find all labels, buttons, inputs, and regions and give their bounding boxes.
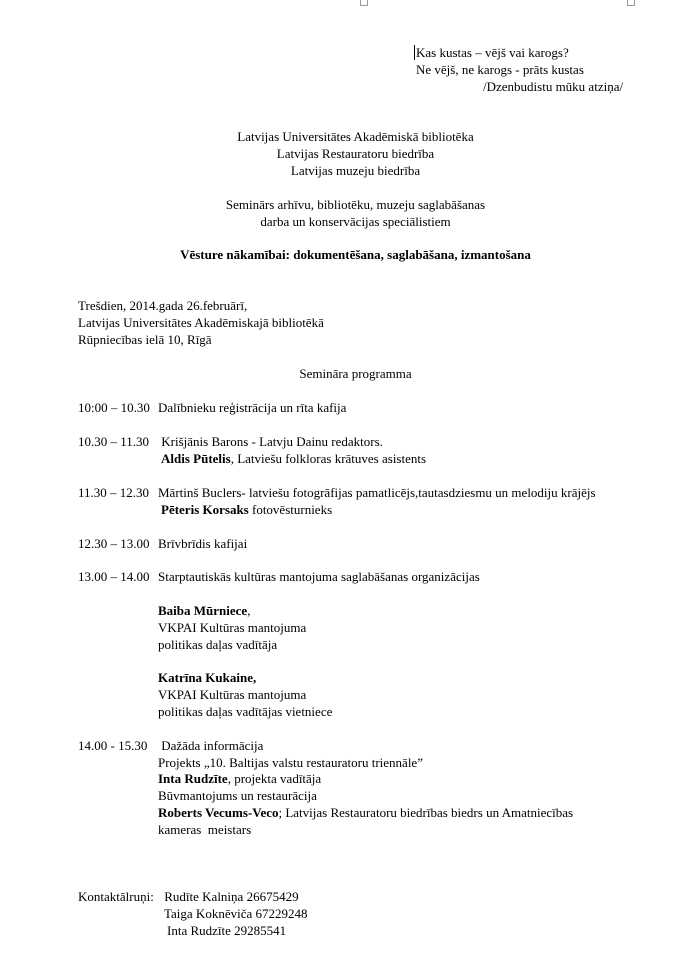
- event-date: Trešdien, 2014.gada 26.februārī,: [78, 298, 248, 313]
- speaker-name-suffix: ,: [247, 603, 251, 618]
- text-box-resize-handle[interactable]: [360, 0, 368, 6]
- session-speaker-line: [161, 501, 332, 518]
- contact-entry: Rudīte Kalniņa 26675429: [161, 889, 299, 904]
- organizer-name: Latvijas Universitātes Akadēmiskā bibliotēka: [237, 129, 474, 144]
- speaker-name: Inta Rudzīte: [158, 771, 228, 786]
- organizer-name: Latvijas Restauratoru biedrība: [276, 146, 435, 161]
- speaker-role-continued: kameras meistars: [158, 822, 252, 837]
- session-speaker-line: [158, 602, 250, 619]
- speaker-affiliation: VKPAI Kultūras mantojuma: [158, 687, 307, 702]
- session-time: 14.00 - 15.30: [78, 738, 148, 753]
- session-time: 13.00 – 14.00: [78, 569, 150, 584]
- contacts-label: Kontaktālruņi:: [78, 889, 154, 904]
- epigraph-line: Kas kustas – vējš vai karogs?: [416, 45, 569, 60]
- speaker-position: politikas daļas vadītāja: [158, 637, 278, 652]
- contact-entry: Inta Rudzīte 29285541: [167, 923, 287, 938]
- speaker-name: Baiba Mūrniece: [158, 603, 248, 618]
- session-title: Krišjānis Barons - Latvju Dainu redaktors.: [158, 434, 383, 449]
- session-time: 10:00 – 10.30: [78, 400, 150, 415]
- seminar-title: Vēsture nākamībai: dokumentēšana, saglabāšana, izmantošana: [180, 247, 531, 262]
- session-subtopic: Būvmantojums un restaurācija: [158, 788, 317, 803]
- epigraph-attribution: /Dzenbudistu mūku atziņa/: [483, 79, 624, 94]
- speaker-name: Roberts Vecums-Veco: [158, 805, 279, 820]
- text-cursor: [414, 45, 415, 60]
- session-title: Dažāda informācija: [158, 738, 264, 753]
- session-speaker-line: [158, 770, 321, 787]
- speaker-role: , projekta vadītāja: [227, 771, 322, 786]
- seminar-description: darba un konservācijas speciālistiem: [260, 214, 451, 229]
- speaker-role: fotovēsturnieks: [248, 502, 333, 517]
- session-project: Projekts „10. Baltijas valstu restauratoru triennāle”: [158, 755, 423, 770]
- speaker-name: Aldis Pūtelis: [161, 451, 231, 466]
- speaker-role: ; Latvijas Restauratoru biedrības biedrs un Amatniecības: [278, 805, 574, 820]
- session-speaker-line: [158, 804, 573, 821]
- session-title: Starptautiskās kultūras mantojuma saglabāšanas organizācijas: [158, 569, 480, 584]
- text-box-resize-handle[interactable]: [627, 0, 635, 6]
- organizer-name: Latvijas muzeju biedrība: [290, 163, 421, 178]
- session-time: 10.30 – 11.30: [78, 434, 150, 449]
- speaker-name: Pēteris Korsaks: [161, 502, 249, 517]
- contact-entry: Taiga Koknēviča 67229248: [164, 906, 308, 921]
- session-time: 11.30 – 12.30: [78, 485, 150, 500]
- seminar-description: Seminārs arhīvu, bibliotēku, muzeju saglabāšanas: [225, 197, 486, 212]
- event-address: Rūpniecības ielā 10, Rīgā: [78, 332, 212, 347]
- session-time: 12.30 – 13.00: [78, 536, 150, 551]
- speaker-name: Katrīna Kukaine,: [158, 670, 257, 685]
- program-heading: Semināra programma: [299, 366, 412, 381]
- speaker-position: politikas daļas vadītājas vietniece: [158, 704, 333, 719]
- session-title: Mārtinš Buclers- latviešu fotogrāfijas pamatlicējs,tautasdziesmu un melodiju krājējs: [158, 485, 596, 500]
- session-title: Brīvbrīdis kafijai: [158, 536, 248, 551]
- epigraph-line: Ne vējš, ne karogs - prāts kustas: [416, 62, 584, 77]
- speaker-affiliation: VKPAI Kultūras mantojuma: [158, 620, 307, 635]
- session-title: Dalībnieku reģistrācija un rīta kafija: [158, 400, 347, 415]
- speaker-role: , Latviešu folkloras krātuves asistents: [230, 451, 427, 466]
- event-venue: Latvijas Universitātes Akadēmiskajā bibliotēkā: [78, 315, 324, 330]
- session-speaker-line: [161, 450, 426, 467]
